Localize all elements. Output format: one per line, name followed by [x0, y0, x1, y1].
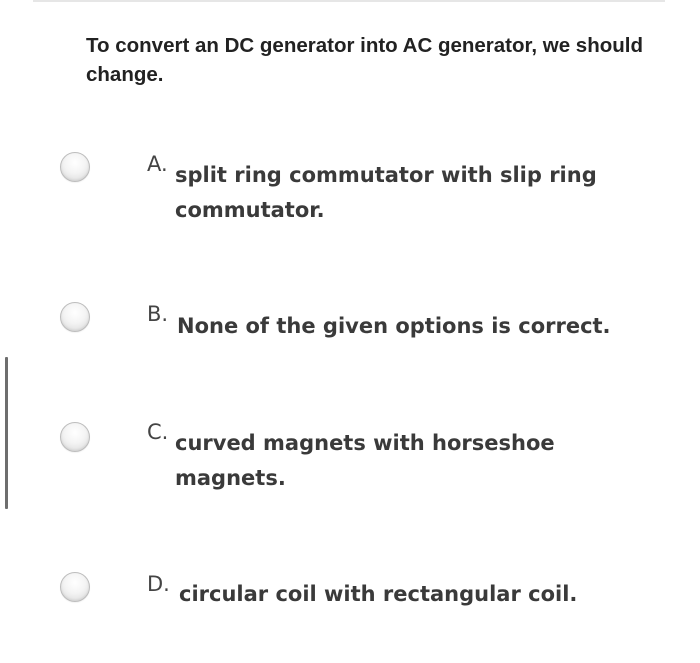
- option-d-radio[interactable]: [60, 572, 90, 602]
- option-a-text: split ring commutator with slip ring commutator.: [175, 163, 597, 222]
- option-a-radio[interactable]: [60, 152, 90, 182]
- option-a-letter: A.: [147, 152, 168, 176]
- option-c-radio[interactable]: [60, 422, 90, 452]
- option-d-letter: D.: [147, 572, 170, 596]
- option-c-letter: C.: [147, 420, 169, 444]
- top-divider: [33, 0, 665, 2]
- option-b-letter: B.: [147, 302, 169, 326]
- question-text: To convert an DC generator into AC generator, we should change.: [86, 34, 643, 86]
- option-d-text: circular coil with rectangular coil.: [179, 582, 578, 606]
- option-b-radio[interactable]: [60, 302, 90, 332]
- option-c-text: curved magnets with horseshoe magnets.: [175, 431, 555, 490]
- scrollbar-thumb[interactable]: [5, 357, 8, 509]
- option-b-text: None of the given options is correct.: [177, 314, 611, 338]
